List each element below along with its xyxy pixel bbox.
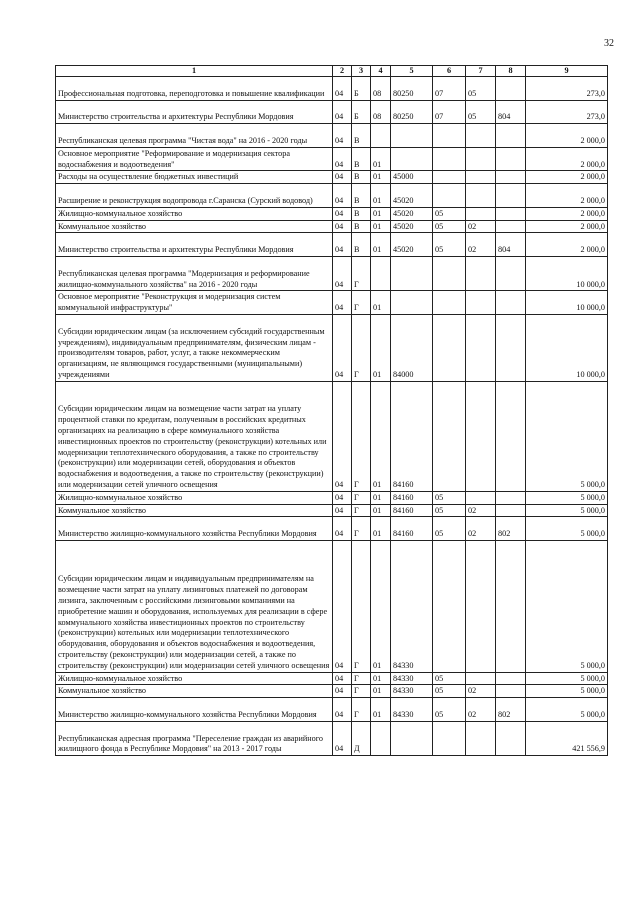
cell-col-program: Г bbox=[352, 504, 371, 517]
cell-col-subprogram bbox=[371, 721, 391, 755]
table-row bbox=[56, 124, 608, 148]
cell-col-program: Г bbox=[352, 314, 371, 381]
cell-col-article bbox=[391, 721, 433, 755]
cell-col-program: В bbox=[352, 184, 371, 208]
cell-col-amount: 2 000,0 bbox=[526, 147, 608, 171]
cell-col-section: 04 bbox=[333, 685, 352, 698]
cell-col-chapter: 05 bbox=[433, 233, 466, 257]
cell-col-subchapter bbox=[466, 672, 496, 685]
cell-col-name: Основное мероприятие "Реформирование и модернизация сектора водоснабжения и водоотведения" bbox=[56, 147, 333, 171]
cell-col-name: Жилищно-коммунальное хозяйство bbox=[56, 672, 333, 685]
table-row bbox=[56, 256, 608, 290]
cell-col-subchapter: 02 bbox=[466, 517, 496, 541]
cell-col-program: В bbox=[352, 171, 371, 184]
cell-col-section: 04 bbox=[333, 256, 352, 290]
cell-col-subprogram bbox=[371, 256, 391, 290]
cell-col-subchapter bbox=[466, 721, 496, 755]
cell-col-section: 04 bbox=[333, 504, 352, 517]
table-row bbox=[56, 77, 608, 101]
cell-col-amount: 5 000,0 bbox=[526, 504, 608, 517]
cell-col-name: Профессиональная подготовка, переподготовка и повышение квалификации bbox=[56, 77, 333, 101]
cell-col-section: 04 bbox=[333, 100, 352, 124]
cell-col-vr bbox=[496, 721, 526, 755]
cell-col-section: 04 bbox=[333, 721, 352, 755]
cell-col-vr bbox=[496, 540, 526, 672]
cell-col-section: 04 bbox=[333, 291, 352, 315]
cell-col-section: 04 bbox=[333, 184, 352, 208]
cell-col-subchapter: 02 bbox=[466, 685, 496, 698]
cell-col-name: Министерство строительства и архитектуры Республики Мордовия bbox=[56, 233, 333, 257]
cell-col-vr: 804 bbox=[496, 233, 526, 257]
cell-col-subchapter bbox=[466, 147, 496, 171]
cell-col-subchapter bbox=[466, 381, 496, 491]
cell-col-name: Субсидии юридическим лицам (за исключением субсидий государственным учреждениям), индивидуальным предпринимателям, физическим лицам - производителям товаров, работ, услуг, а также некоммерческим организациям, не являющимся государственными (муниципальными) учреждениями bbox=[56, 314, 333, 381]
cell-col-amount: 273,0 bbox=[526, 100, 608, 124]
cell-col-amount: 5 000,0 bbox=[526, 685, 608, 698]
cell-col-name: Коммунальное хозяйство bbox=[56, 685, 333, 698]
cell-col-vr bbox=[496, 207, 526, 220]
cell-col-name: Коммунальное хозяйство bbox=[56, 504, 333, 517]
cell-col-amount: 10 000,0 bbox=[526, 291, 608, 315]
cell-col-amount: 2 000,0 bbox=[526, 207, 608, 220]
cell-col-section: 04 bbox=[333, 491, 352, 504]
table-row bbox=[56, 220, 608, 233]
cell-col-subchapter bbox=[466, 314, 496, 381]
cell-col-program: Г bbox=[352, 540, 371, 672]
cell-col-subprogram: 01 bbox=[371, 171, 391, 184]
cell-col-program: В bbox=[352, 233, 371, 257]
cell-col-article: 84330 bbox=[391, 540, 433, 672]
header-col-chapter: 6 bbox=[433, 66, 466, 77]
cell-col-chapter: 07 bbox=[433, 100, 466, 124]
cell-col-subchapter bbox=[466, 291, 496, 315]
cell-col-amount: 5 000,0 bbox=[526, 491, 608, 504]
cell-col-subprogram: 08 bbox=[371, 77, 391, 101]
cell-col-vr bbox=[496, 184, 526, 208]
cell-col-vr bbox=[496, 381, 526, 491]
table-row bbox=[56, 685, 608, 698]
cell-col-program: Г bbox=[352, 491, 371, 504]
cell-col-section: 04 bbox=[333, 124, 352, 148]
table-row bbox=[56, 721, 608, 755]
cell-col-subchapter: 05 bbox=[466, 77, 496, 101]
cell-col-vr bbox=[496, 171, 526, 184]
cell-col-article bbox=[391, 256, 433, 290]
cell-col-subchapter bbox=[466, 540, 496, 672]
cell-col-program: В bbox=[352, 207, 371, 220]
cell-col-subprogram: 01 bbox=[371, 698, 391, 722]
cell-col-subchapter bbox=[466, 184, 496, 208]
header-col-name: 1 bbox=[56, 66, 333, 77]
cell-col-subchapter bbox=[466, 256, 496, 290]
cell-col-chapter: 07 bbox=[433, 77, 466, 101]
cell-col-vr: 804 bbox=[496, 100, 526, 124]
cell-col-subprogram: 01 bbox=[371, 233, 391, 257]
table-row bbox=[56, 291, 608, 315]
cell-col-amount: 5 000,0 bbox=[526, 517, 608, 541]
cell-col-article: 84330 bbox=[391, 685, 433, 698]
cell-col-subprogram bbox=[371, 124, 391, 148]
header-col-vr: 8 bbox=[496, 66, 526, 77]
cell-col-name: Основное мероприятие "Реконструкция и модернизация систем коммунальной инфраструктуры" bbox=[56, 291, 333, 315]
table-row bbox=[56, 207, 608, 220]
table-row bbox=[56, 517, 608, 541]
cell-col-article: 84160 bbox=[391, 491, 433, 504]
table-row bbox=[56, 314, 608, 381]
cell-col-article: 84000 bbox=[391, 314, 433, 381]
cell-col-section: 04 bbox=[333, 171, 352, 184]
cell-col-vr bbox=[496, 491, 526, 504]
cell-col-vr bbox=[496, 77, 526, 101]
cell-col-chapter bbox=[433, 540, 466, 672]
cell-col-amount: 5 000,0 bbox=[526, 381, 608, 491]
cell-col-article: 84330 bbox=[391, 698, 433, 722]
cell-col-amount: 2 000,0 bbox=[526, 184, 608, 208]
cell-col-vr: 802 bbox=[496, 698, 526, 722]
cell-col-subprogram: 01 bbox=[371, 672, 391, 685]
header-col-article: 5 bbox=[391, 66, 433, 77]
cell-col-subprogram: 01 bbox=[371, 147, 391, 171]
cell-col-program: В bbox=[352, 220, 371, 233]
cell-col-subprogram: 01 bbox=[371, 504, 391, 517]
cell-col-article: 45000 bbox=[391, 171, 433, 184]
header-row bbox=[56, 66, 608, 77]
cell-col-subprogram: 01 bbox=[371, 381, 391, 491]
cell-col-article bbox=[391, 124, 433, 148]
cell-col-article: 45020 bbox=[391, 207, 433, 220]
cell-col-section: 04 bbox=[333, 517, 352, 541]
cell-col-program: Б bbox=[352, 77, 371, 101]
cell-col-section: 04 bbox=[333, 220, 352, 233]
cell-col-chapter: 05 bbox=[433, 504, 466, 517]
cell-col-subprogram: 01 bbox=[371, 685, 391, 698]
cell-col-chapter: 05 bbox=[433, 698, 466, 722]
cell-col-name: Субсидии юридическим лицам на возмещение части затрат на уплату процентной ставки по кредитам, полученным в российских кредитных организациях на реализацию в сфере коммунального хозяйства инвестиционных проектов по строительству (реконструкции) котельных или модернизации теплотехнического оборудования, а также по строительству (реконструкции) или модернизации сетей, оборудования и объектов водоснабжения и водоотведения, а также по строительству (реконструкции) или модернизации сетей уличного освещения bbox=[56, 381, 333, 491]
header-col-amount: 9 bbox=[526, 66, 608, 77]
cell-col-subchapter bbox=[466, 124, 496, 148]
cell-col-vr bbox=[496, 314, 526, 381]
table-row bbox=[56, 100, 608, 124]
cell-col-name: Расширение и реконструкция водопровода г.Саранска (Сурский водовод) bbox=[56, 184, 333, 208]
cell-col-subchapter bbox=[466, 491, 496, 504]
cell-col-vr bbox=[496, 220, 526, 233]
cell-col-article: 84330 bbox=[391, 672, 433, 685]
cell-col-program: В bbox=[352, 124, 371, 148]
cell-col-chapter: 05 bbox=[433, 517, 466, 541]
cell-col-section: 04 bbox=[333, 233, 352, 257]
cell-col-name: Республиканская целевая программа "Чистая вода" на 2016 - 2020 годы bbox=[56, 124, 333, 148]
cell-col-chapter bbox=[433, 256, 466, 290]
cell-col-amount: 2 000,0 bbox=[526, 124, 608, 148]
cell-col-subprogram: 01 bbox=[371, 291, 391, 315]
cell-col-article bbox=[391, 147, 433, 171]
cell-col-subprogram: 01 bbox=[371, 540, 391, 672]
cell-col-subchapter: 05 bbox=[466, 100, 496, 124]
cell-col-section: 04 bbox=[333, 698, 352, 722]
cell-col-subprogram: 01 bbox=[371, 314, 391, 381]
cell-col-name: Республиканская адресная программа "Переселение граждан из аварийного жилищного фонда в Республике Мордовия" на 2013 - 2017 годы bbox=[56, 721, 333, 755]
cell-col-subprogram: 01 bbox=[371, 491, 391, 504]
page-number: 32 bbox=[604, 38, 614, 49]
table-row bbox=[56, 171, 608, 184]
cell-col-subchapter bbox=[466, 207, 496, 220]
cell-col-name: Субсидии юридическим лицам и индивидуальным предпринимателям на возмещение части затрат на уплату лизинговых платежей по договорам лизинга, заключенным с российскими лизинговыми компаниями на приобретение машин и оборудования, используемых для реализации в сфере коммунального хозяйства инвестиционных проектов по строительству (реконструкции) котельных или модернизации теплотехнического оборудования, оборудования и объектов водоснабжения и водоотведения, строительству (реконструкции) или модернизации сетей, а также по строительству (реконструкции) или модернизации сетей уличного освещения bbox=[56, 540, 333, 672]
cell-col-subchapter: 02 bbox=[466, 233, 496, 257]
cell-col-name: Министерство жилищно-коммунального хозяйства Республики Мордовия bbox=[56, 517, 333, 541]
cell-col-subchapter: 02 bbox=[466, 698, 496, 722]
cell-col-article: 84160 bbox=[391, 504, 433, 517]
cell-col-subchapter: 02 bbox=[466, 220, 496, 233]
table-row bbox=[56, 672, 608, 685]
cell-col-amount: 421 556,9 bbox=[526, 721, 608, 755]
cell-col-chapter: 05 bbox=[433, 220, 466, 233]
cell-col-program: Г bbox=[352, 517, 371, 541]
cell-col-section: 04 bbox=[333, 381, 352, 491]
cell-col-section: 04 bbox=[333, 77, 352, 101]
cell-col-vr bbox=[496, 124, 526, 148]
cell-col-article: 45020 bbox=[391, 220, 433, 233]
table-row bbox=[56, 540, 608, 672]
table-row bbox=[56, 184, 608, 208]
cell-col-article: 80250 bbox=[391, 100, 433, 124]
cell-col-program: Г bbox=[352, 685, 371, 698]
cell-col-program: Г bbox=[352, 672, 371, 685]
cell-col-chapter: 05 bbox=[433, 207, 466, 220]
table-row bbox=[56, 233, 608, 257]
cell-col-chapter bbox=[433, 184, 466, 208]
cell-col-chapter bbox=[433, 721, 466, 755]
cell-col-chapter: 05 bbox=[433, 685, 466, 698]
cell-col-name: Коммунальное хозяйство bbox=[56, 220, 333, 233]
cell-col-article: 80250 bbox=[391, 77, 433, 101]
cell-col-section: 04 bbox=[333, 147, 352, 171]
table-row bbox=[56, 147, 608, 171]
cell-col-amount: 10 000,0 bbox=[526, 314, 608, 381]
table-row bbox=[56, 504, 608, 517]
cell-col-article: 84160 bbox=[391, 517, 433, 541]
cell-col-vr bbox=[496, 672, 526, 685]
cell-col-vr bbox=[496, 504, 526, 517]
cell-col-subchapter: 02 bbox=[466, 504, 496, 517]
cell-col-subprogram: 01 bbox=[371, 207, 391, 220]
cell-col-program: Б bbox=[352, 100, 371, 124]
cell-col-amount: 5 000,0 bbox=[526, 540, 608, 672]
cell-col-name: Жилищно-коммунальное хозяйство bbox=[56, 207, 333, 220]
cell-col-chapter: 05 bbox=[433, 491, 466, 504]
cell-col-section: 04 bbox=[333, 207, 352, 220]
cell-col-chapter: 05 bbox=[433, 672, 466, 685]
cell-col-section: 04 bbox=[333, 540, 352, 672]
cell-col-subprogram: 01 bbox=[371, 517, 391, 541]
cell-col-amount: 10 000,0 bbox=[526, 256, 608, 290]
cell-col-amount: 2 000,0 bbox=[526, 171, 608, 184]
header-col-section: 2 bbox=[333, 66, 352, 77]
table-row bbox=[56, 381, 608, 491]
cell-col-subprogram: 08 bbox=[371, 100, 391, 124]
cell-col-subchapter bbox=[466, 171, 496, 184]
cell-col-subprogram: 01 bbox=[371, 220, 391, 233]
cell-col-vr bbox=[496, 256, 526, 290]
cell-col-chapter bbox=[433, 171, 466, 184]
cell-col-chapter bbox=[433, 314, 466, 381]
cell-col-vr bbox=[496, 147, 526, 171]
cell-col-section: 04 bbox=[333, 672, 352, 685]
header-col-subchapter: 7 bbox=[466, 66, 496, 77]
cell-col-program: Г bbox=[352, 698, 371, 722]
cell-col-vr bbox=[496, 291, 526, 315]
cell-col-amount: 2 000,0 bbox=[526, 233, 608, 257]
cell-col-program: Г bbox=[352, 381, 371, 491]
cell-col-name: Министерство жилищно-коммунального хозяйства Республики Мордовия bbox=[56, 698, 333, 722]
cell-col-name: Расходы на осуществление бюджетных инвестиций bbox=[56, 171, 333, 184]
cell-col-article: 45020 bbox=[391, 233, 433, 257]
cell-col-chapter bbox=[433, 124, 466, 148]
cell-col-program: Д bbox=[352, 721, 371, 755]
cell-col-program: Г bbox=[352, 291, 371, 315]
cell-col-chapter bbox=[433, 147, 466, 171]
cell-col-name: Республиканская целевая программа "Модернизация и реформирование жилищно-коммунального хозяйства" на 2016 - 2020 годы bbox=[56, 256, 333, 290]
cell-col-section: 04 bbox=[333, 314, 352, 381]
cell-col-subprogram: 01 bbox=[371, 184, 391, 208]
cell-col-amount: 5 000,0 bbox=[526, 698, 608, 722]
cell-col-program: В bbox=[352, 147, 371, 171]
cell-col-name: Жилищно-коммунальное хозяйство bbox=[56, 491, 333, 504]
cell-col-article: 45020 bbox=[391, 184, 433, 208]
table-row bbox=[56, 698, 608, 722]
header-col-subprogram: 4 bbox=[371, 66, 391, 77]
cell-col-name: Министерство строительства и архитектуры Республики Мордовия bbox=[56, 100, 333, 124]
cell-col-amount: 273,0 bbox=[526, 77, 608, 101]
cell-col-chapter bbox=[433, 381, 466, 491]
cell-col-vr: 802 bbox=[496, 517, 526, 541]
table-row bbox=[56, 491, 608, 504]
cell-col-program: Г bbox=[352, 256, 371, 290]
cell-col-amount: 2 000,0 bbox=[526, 220, 608, 233]
table-body bbox=[56, 77, 608, 756]
cell-col-vr bbox=[496, 685, 526, 698]
cell-col-chapter bbox=[433, 291, 466, 315]
cell-col-article bbox=[391, 291, 433, 315]
budget-table bbox=[55, 65, 608, 756]
cell-col-article: 84160 bbox=[391, 381, 433, 491]
cell-col-amount: 5 000,0 bbox=[526, 672, 608, 685]
header-col-program: 3 bbox=[352, 66, 371, 77]
